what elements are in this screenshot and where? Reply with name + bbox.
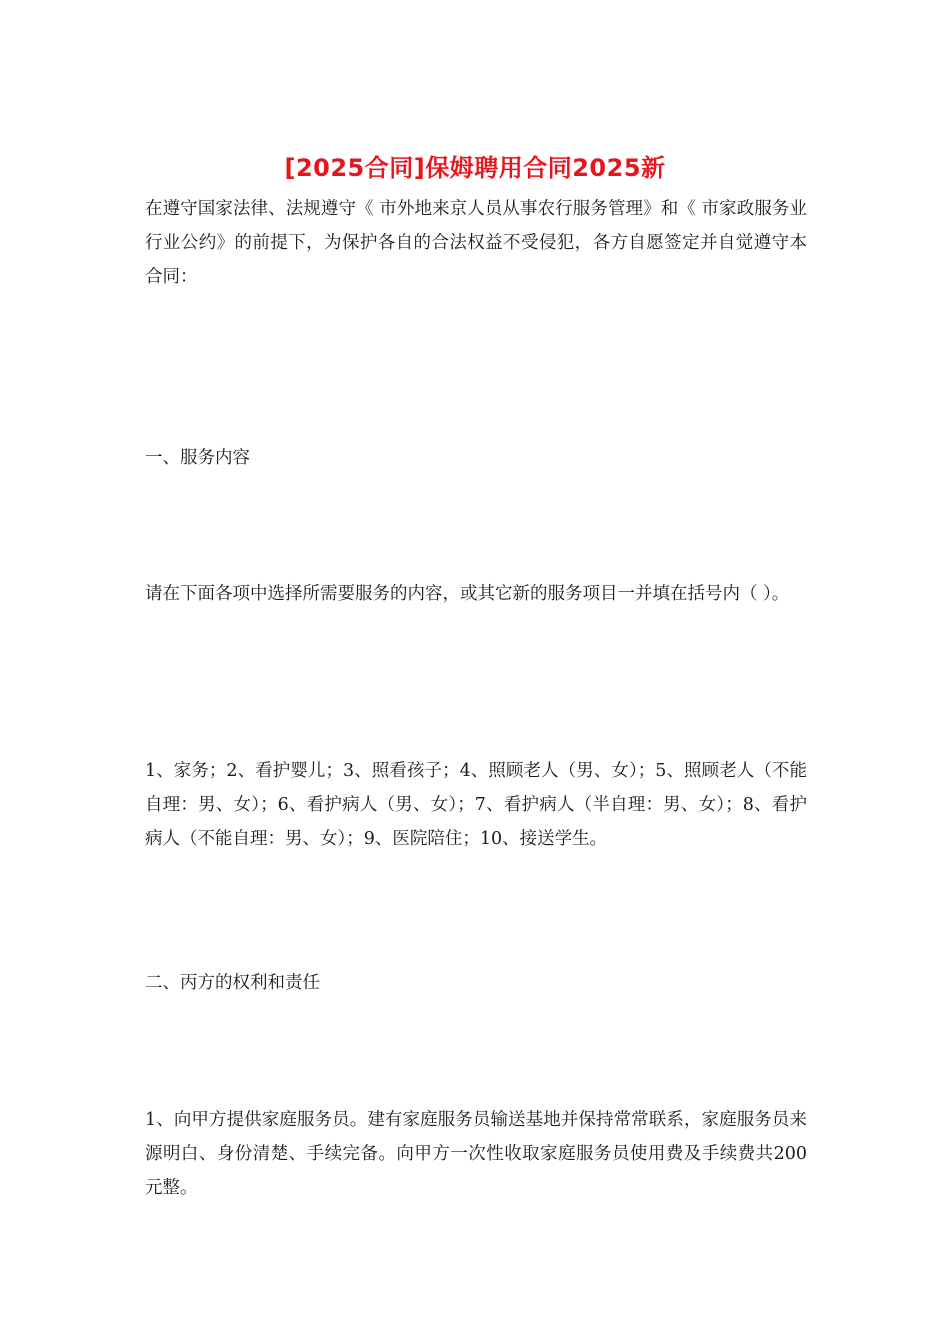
- intro-paragraph: 在遵守国家法律、法规遵守《 市外地来京人员从事农行服务管理》和《 市家政服务业行业公约》的前提下，为保护各自的合法权益不受侵犯，各方自愿签定并自觉遵守本合同：: [145, 199, 807, 287]
- section-2-heading: 二、丙方的权利和责任: [145, 973, 320, 993]
- section-1-instruction: 请在下面各项中选择所需要服务的内容，或其它新的服务项目一并填在括号内（ ）。: [145, 584, 790, 604]
- section-1-heading: 一、服务内容: [145, 448, 250, 468]
- document-title: [2025合同]保姆聘用合同2025新: [284, 154, 666, 182]
- section-2-item-1: 1、向甲方提供家庭服务员。建有家庭服务员输送基地并保持常常联系，家庭服务员来源明白、身份清楚、手续完备。向甲方一次性收取家庭服务员使用费及手续费共200元整。: [145, 1110, 807, 1198]
- section-1-items: 1、家务；2、看护婴儿；3、照看孩子；4、照顾老人（男、女）；5、照顾老人（不能自理：男、女）；6、看护病人（男、女）；7、看护病人（半自理：男、女）；8、看护病人（不能自理：男、女）；9、医院陪住；10、接送学生。: [145, 761, 807, 849]
